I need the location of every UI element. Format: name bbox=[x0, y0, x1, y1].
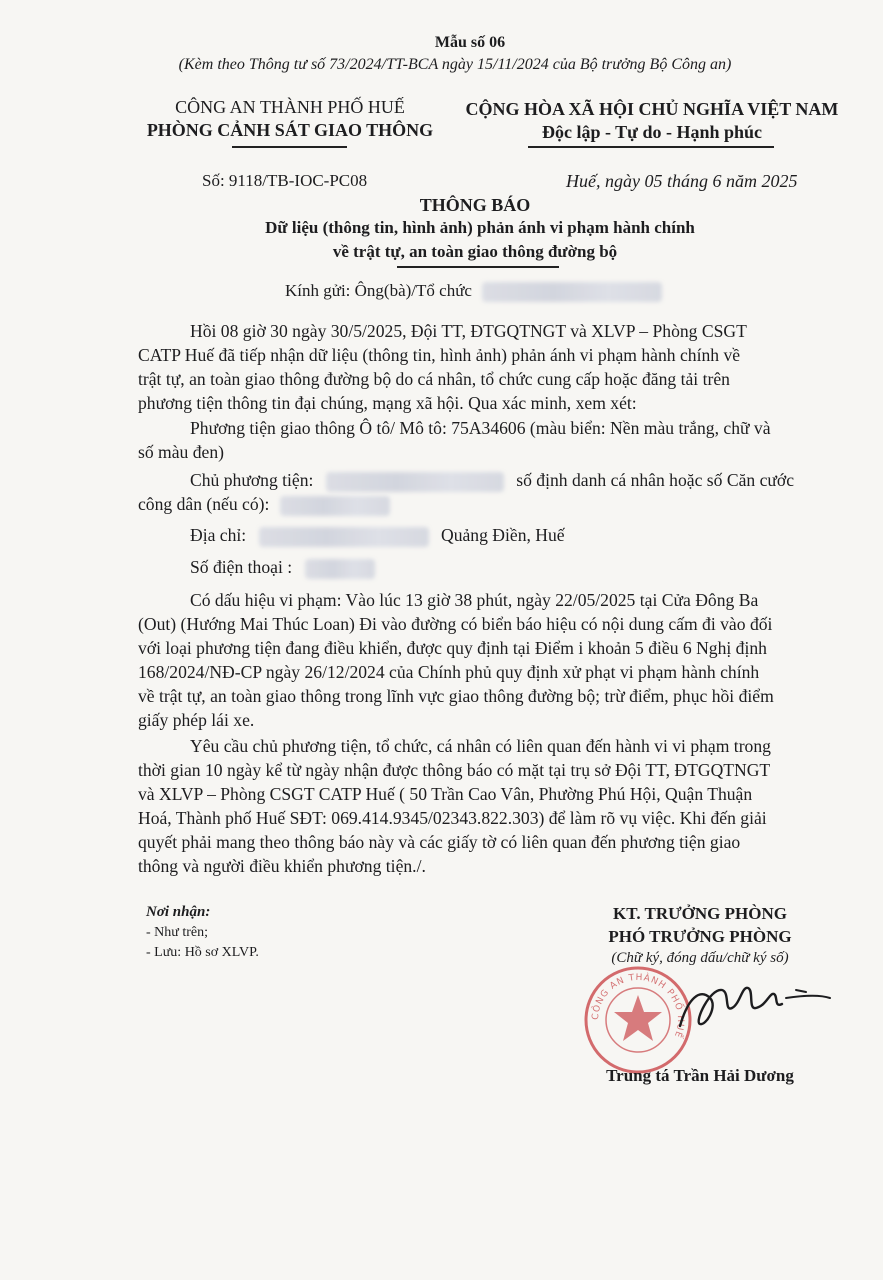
address-visible: Quảng Điền, Huế bbox=[441, 525, 565, 545]
address-label: Địa chỉ: bbox=[190, 525, 247, 545]
signature-note: (Chữ ký, đóng dấu/chữ ký số) bbox=[611, 950, 789, 966]
recipients-title: Nơi nhận: bbox=[146, 904, 211, 920]
recipient-line bbox=[285, 281, 662, 302]
redacted-address bbox=[259, 527, 429, 547]
motto-underline bbox=[528, 146, 774, 148]
title-underline bbox=[397, 266, 559, 268]
vehicle-paragraph: Phương tiện giao thông Ô tô/ Mô tô: 75A34606 (màu biển: Nền màu trắng, chữ và số màu đen) bbox=[138, 418, 771, 462]
address-line bbox=[190, 525, 565, 547]
handwritten-signature-icon bbox=[670, 968, 840, 1038]
recipients-item-1: - Như trên; bbox=[146, 925, 209, 940]
document-subtitle-2: về trật tự, an toàn giao thông đường bộ bbox=[332, 242, 618, 261]
signature-title-1: KT. TRƯỞNG PHÒNG bbox=[613, 904, 787, 923]
document-number: Số: 9118/TB-IOC-PC08 bbox=[202, 171, 368, 190]
agency-underline bbox=[232, 146, 347, 148]
signature-title-2: PHÓ TRƯỞNG PHÒNG bbox=[608, 927, 792, 946]
redacted-owner-id bbox=[280, 496, 390, 516]
owner-line bbox=[190, 470, 794, 492]
phone-label: Số điện thoại : bbox=[190, 557, 293, 577]
form-number: Mẫu số 06 bbox=[434, 34, 506, 51]
svg-text:CÔNG AN THÀNH PHỐ HUẾ: CÔNG AN THÀNH PHỐ HUẾ bbox=[590, 972, 686, 1040]
intro-paragraph: Hồi 08 giờ 30 ngày 30/5/2025, Đội TT, ĐTGQTNGT và XLVP – Phòng CSGT CATP Huế đã tiếp nhận dữ liệu (thông tin, hình ảnh) phản ánh vi phạm hành chính về trật tự, an toàn giao thông đường bộ do cá nhân, tổ chức cung cấp hoặc đăng tải trên phương tiện thông tin đại chúng, mạng xã hội. Qua xác minh, xem xét: bbox=[138, 321, 747, 413]
redacted-recipient bbox=[482, 282, 662, 302]
request-paragraph: Yêu cầu chủ phương tiện, tổ chức, cá nhân có liên quan đến hành vi vi phạm trong thời gian 10 ngày kể từ ngày nhận được thông báo có mặt tại trụ sở Đội TT, ĐTGQTNGT và XLVP – Phòng CSGT CATP Huế ( 50 Trần Cao Vân, Phường Phú Hội, Quận Thuận Hoá, Thành phố Huế SĐT: 069.414.9345/02343.822.303) để làm rõ vụ việc. Khi đến giải quyết phải mang theo thông báo này và các giấy tờ có liên quan đến phương tiện giao thông và người điều khiển phương tiện./. bbox=[138, 736, 771, 876]
document-subtitle-1: Dữ liệu (thông tin, hình ảnh) phản ánh vi phạm hành chính bbox=[265, 218, 695, 237]
signer-name: Trung tá Trần Hải Dương bbox=[606, 1066, 794, 1085]
violation-paragraph: Có dấu hiệu vi phạm: Vào lúc 13 giờ 38 phút, ngày 22/05/2025 tại Cửa Đông Ba (Out) (Hướng Mai Thúc Loan) Đi vào đường có biển báo hiệu có nội dung cấm đi vào đối với loại phương tiện đang điều khiển, được quy định tại Điểm i khoản 5 điều 6 Nghị định 168/2024/NĐ-CP ngày 26/12/2024 của Chính phủ quy định xử phạt vi phạm hành chính về trật tự, an toàn giao thông trong lĩnh vực giao thông đường bộ; trừ điểm, phục hồi điểm giấy phép lái xe. bbox=[138, 590, 774, 730]
agency-parent: CÔNG AN THÀNH PHỐ HUẾ bbox=[175, 97, 405, 117]
agency-name: PHÒNG CẢNH SÁT GIAO THÔNG bbox=[146, 120, 434, 140]
recipients-item-2: - Lưu: Hồ sơ XLVP. bbox=[146, 945, 259, 960]
owner-id-label: số định danh cá nhân hoặc số Căn cước bbox=[516, 470, 795, 490]
document-date: Huế, ngày 05 tháng 6 năm 2025 bbox=[566, 171, 798, 191]
owner-id-label-2: công dân (nếu có): bbox=[138, 494, 270, 514]
redacted-owner-name bbox=[326, 472, 504, 492]
national-motto: Độc lập - Tự do - Hạnh phúc bbox=[541, 122, 763, 142]
recipient-label: Kính gửi: Ông(bà)/Tổ chức bbox=[285, 281, 472, 300]
owner-label: Chủ phương tiện: bbox=[190, 470, 314, 490]
phone-line bbox=[190, 557, 375, 579]
document-title: THÔNG BÁO bbox=[419, 195, 531, 215]
owner-id-line bbox=[138, 494, 390, 516]
form-reference: (Kèm theo Thông tư số 73/2024/TT-BCA ngày 15/11/2024 của Bộ trưởng Bộ Công an) bbox=[178, 56, 732, 73]
national-title: CỘNG HÒA XÃ HỘI CHỦ NGHĨA VIỆT NAM bbox=[465, 99, 839, 119]
redacted-phone bbox=[305, 559, 375, 579]
